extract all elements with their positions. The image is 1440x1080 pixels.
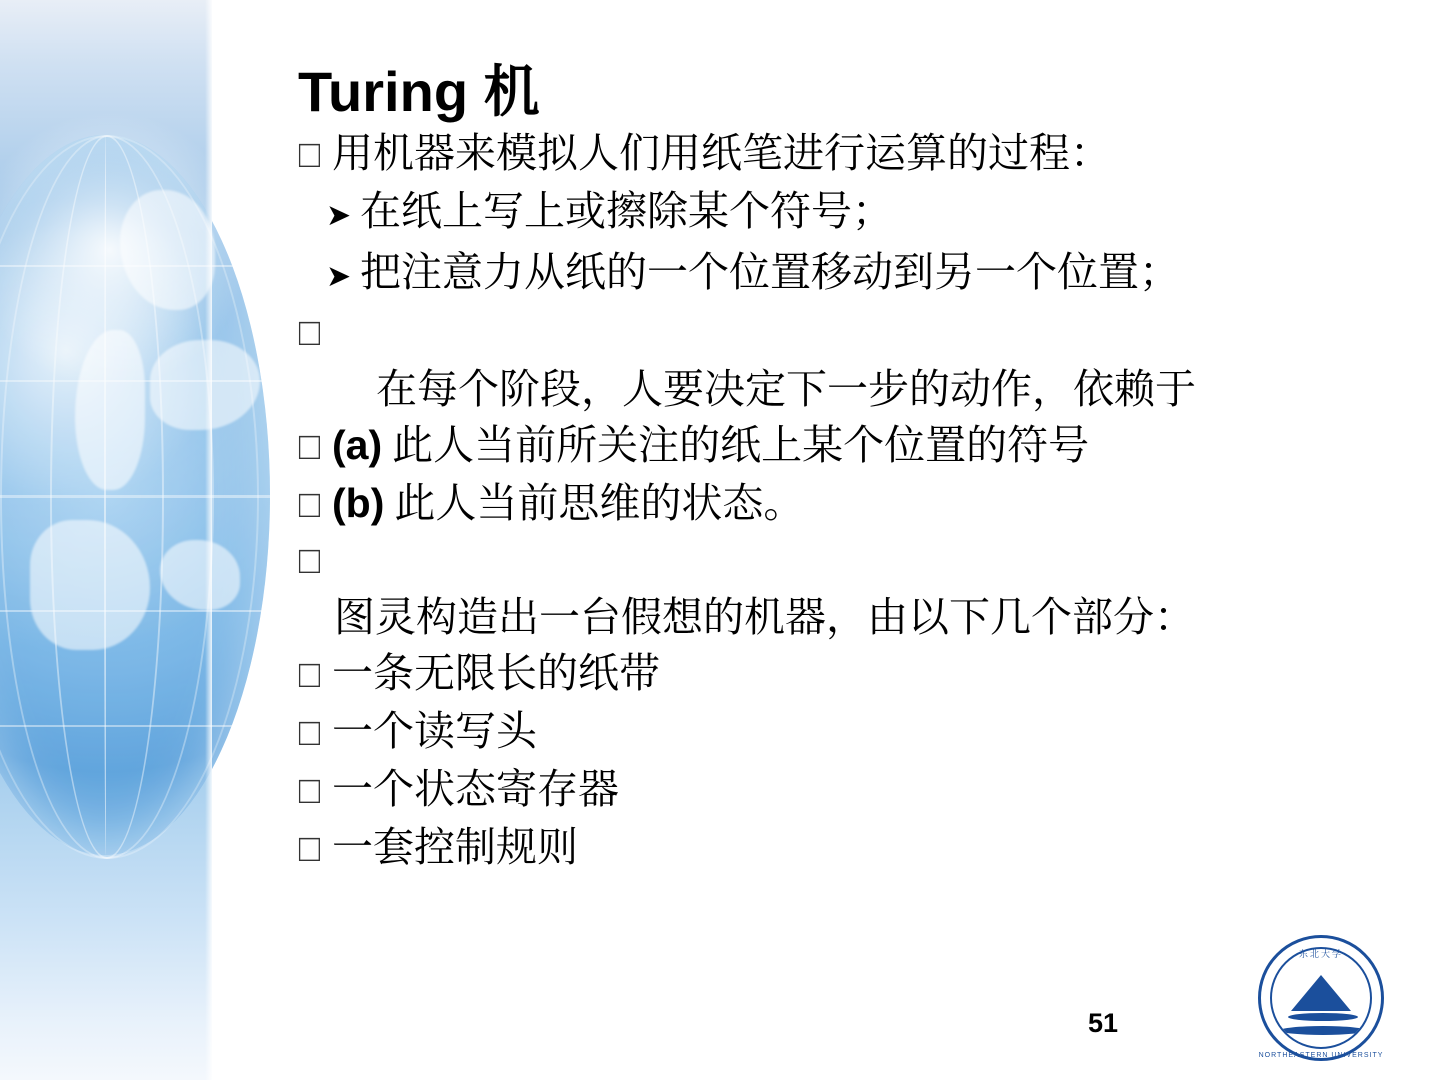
globe-landmass [30, 520, 150, 650]
paragraph-line [298, 589, 1388, 645]
bullet-text: 此人当前所关注的纸上某个位置的符号 [392, 422, 1090, 468]
bullet-text: 一个读写头 [332, 708, 537, 754]
bullet-text: 此人当前思维的状态。 [394, 480, 805, 526]
decorative-left-band [0, 0, 212, 1080]
bullet-line [298, 417, 1388, 475]
square-bullet-icon [298, 419, 332, 475]
logo-inner-ring [1270, 947, 1372, 1049]
bullet-line [298, 475, 1388, 533]
slide-content [250, 0, 1400, 1080]
square-bullet-icon [298, 533, 332, 589]
bullet-text: 用机器来模拟人们用纸笔进行运算的过程： [332, 130, 1111, 176]
bullet-text: 把注意力从纸的一个位置移动到另一个位置； [360, 249, 1180, 295]
square-bullet-icon [298, 477, 332, 533]
bullet-line [298, 703, 1388, 761]
bullet-line [326, 183, 1388, 244]
square-bullet-icon [298, 305, 332, 361]
arrow-bullet-icon [326, 185, 360, 244]
bullet-text: 一套控制规则 [332, 824, 578, 870]
slide-title: Turing 机 [298, 60, 540, 123]
bullet-line [298, 125, 1388, 183]
square-bullet-icon [298, 705, 332, 761]
bullet-line [298, 645, 1388, 703]
band-edge-fade [205, 0, 212, 1080]
wave-icon [1288, 1013, 1358, 1021]
bullet-text: 一条无限长的纸带 [332, 650, 660, 696]
bullet-text: 一个状态寄存器 [332, 766, 619, 812]
bullet-line-empty [298, 533, 1388, 589]
logo-top-text: 东北大学 [1298, 949, 1343, 959]
university-logo [1258, 935, 1388, 1065]
square-bullet-icon [298, 821, 332, 877]
square-bullet-icon [298, 763, 332, 819]
globe-parallel [0, 725, 270, 727]
arrow-bullet-icon [326, 246, 360, 305]
bullet-line [298, 819, 1388, 877]
page-number: 51 [1088, 1008, 1119, 1038]
square-bullet-icon [298, 127, 332, 183]
square-bullet-icon [298, 647, 332, 703]
slide-body [298, 125, 1388, 877]
logo-bottom-text: NORTHEASTERN UNIVERSITY [1258, 1052, 1384, 1059]
mountain-icon [1291, 975, 1351, 1011]
bullet-line [298, 761, 1388, 819]
item-label-b: (b) [332, 480, 385, 526]
bullet-line-empty [298, 305, 1388, 361]
item-label-a: (a) [332, 422, 383, 468]
globe-landmass [75, 330, 145, 490]
paragraph-text: 图灵构造出一台假想的机器，由以下几个部分： [334, 594, 1195, 640]
bullet-text: 在纸上写上或擦除某个符号； [360, 188, 893, 234]
bullet-line [326, 244, 1388, 305]
wave-icon [1280, 1026, 1366, 1035]
paragraph-text: 在每个阶段，人要决定下一步的动作，依赖于 [376, 366, 1196, 412]
paragraph-line [298, 361, 1388, 417]
globe-parallel [0, 495, 270, 498]
